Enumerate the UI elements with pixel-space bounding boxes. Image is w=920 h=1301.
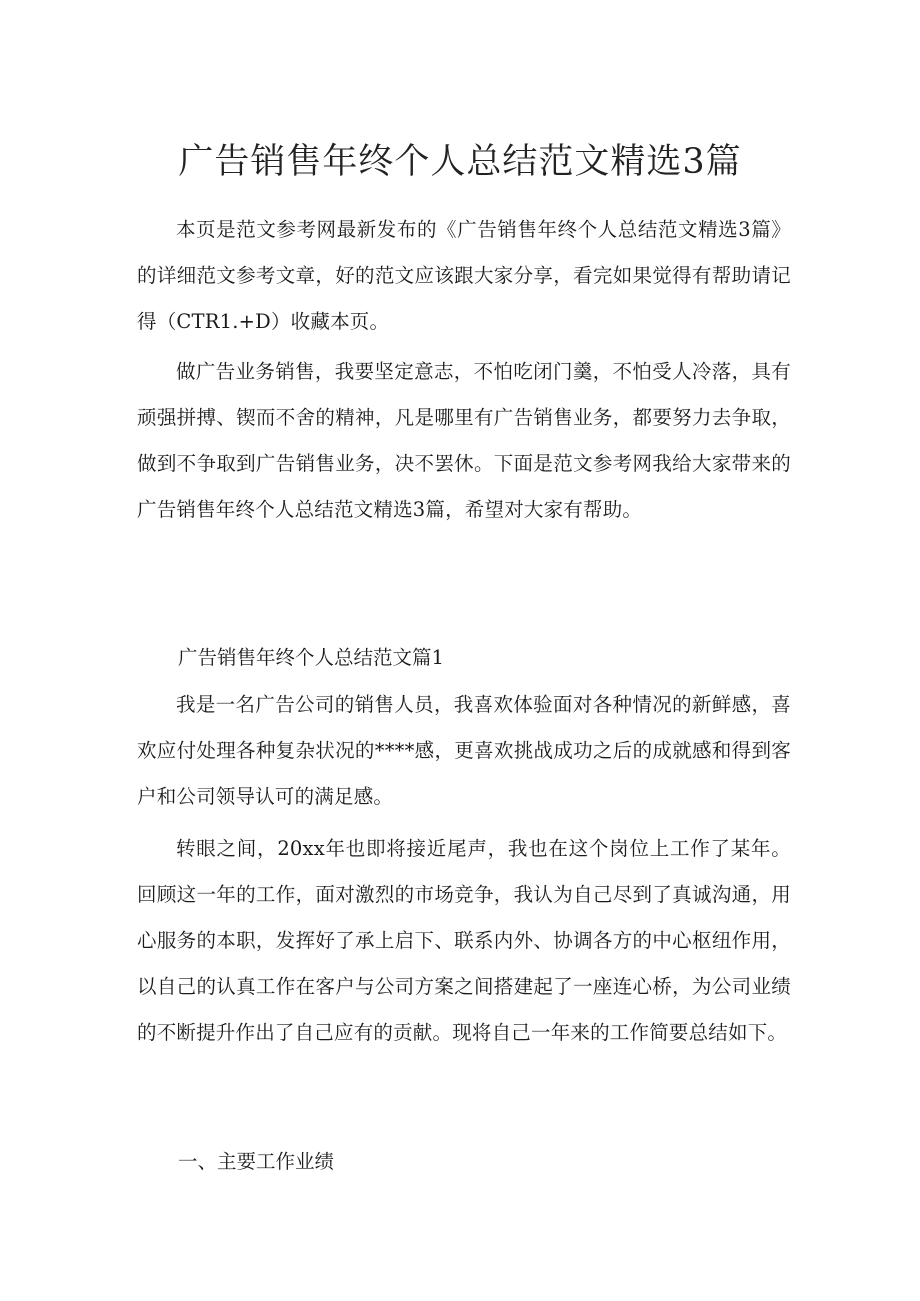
subsection-heading: 一、主要工作业绩	[178, 1150, 335, 1173]
document-title: 广告销售年终个人总结范文精选3篇	[178, 142, 742, 182]
section-paragraph: 转眼之间，20xx年也即将接近尾声，我也在这个岗位上工作了某年。回顾这一年的工作，面对激烈的市场竞争，我认为自己尽到了真诚沟通，用心服务的本职，发挥好了承上启下、联系内外、协调各方的中心枢纽作用，以自己的认真工作在客户与公司方案之间搭建起了一座连心桥，为公司业绩的不断提升作出了自己应有的贡献。现将自己一年来的工作简要总结如下。	[137, 837, 791, 1044]
lead-paragraph: 做广告业务销售，我要坚定意志，不怕吃闭门羹，不怕受人冷落，具有顽强拼搏、锲而不舍的精神，凡是哪里有广告销售业务，都要努力去争取，做到不争取到广告销售业务，决不罢休。下面是范文参考网我给大家带来的广告销售年终个人总结范文精选3篇，希望对大家有帮助。	[137, 360, 791, 521]
section-paragraph: 我是一名广告公司的销售人员，我喜欢体验面对各种情况的新鲜感，喜欢应付处理各种复杂状况的****感，更喜欢挑战成功之后的成就感和得到客户和公司领导认可的满足感。	[137, 693, 791, 808]
intro-paragraph: 本页是范文参考网最新发布的《广告销售年终个人总结范文精选3篇》的详细范文参考文章，好的范文应该跟大家分享，看完如果觉得有帮助请记得（CTR1.+D）收藏本页。	[137, 218, 791, 333]
section-heading: 广告销售年终个人总结范文篇1	[178, 646, 444, 669]
